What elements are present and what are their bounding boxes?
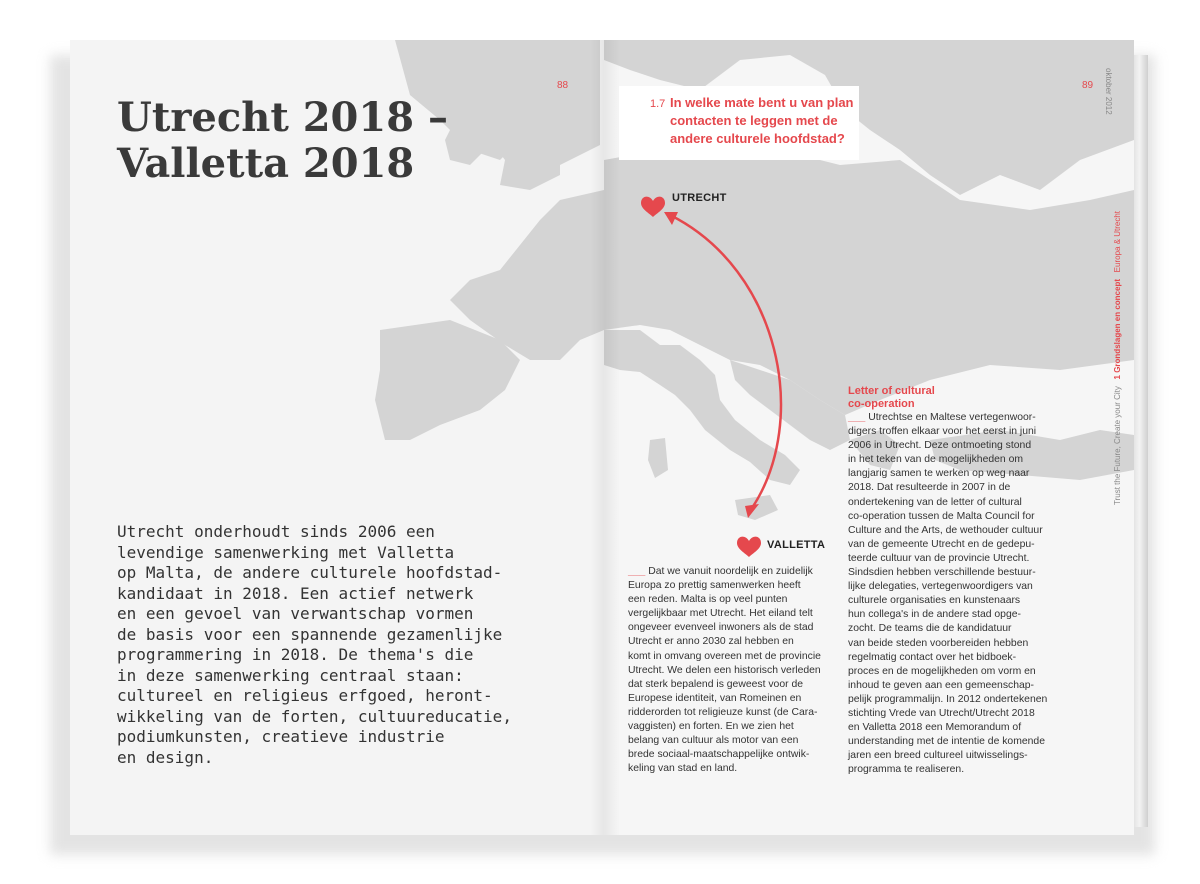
intro-line: en design. <box>117 747 214 767</box>
body-line: van beide steden voorbereiden hebben <box>848 637 1029 649</box>
body-line: van de gemeente Utrecht en de gedepu- <box>848 538 1035 550</box>
paragraph-dash: ___ <box>848 412 866 423</box>
spine-date: oktober 2012 <box>1104 68 1113 115</box>
heart-icon-valletta <box>737 537 761 557</box>
spine-footer <box>1113 211 1122 505</box>
body-line: langjarig samen te werken op weg naar <box>848 468 1030 480</box>
body-line: lijke delegaties, vertegenwoordigers van <box>848 581 1033 593</box>
title-line-1: Utrecht 2018 – <box>117 94 448 141</box>
body-line: belang van cultuur als motor van een <box>628 735 799 747</box>
page-number-right: 89 <box>1082 80 1094 91</box>
body-line: ondertekening van de letter of cultural <box>848 496 1022 508</box>
intro-line: de basis voor een spannende gezamenlijke <box>117 624 503 644</box>
body-column-right <box>848 411 1047 777</box>
spine-footer-section: 1 Grondslagen en concept <box>1113 279 1122 380</box>
intro-line: kandidaat in 2018. Een actief netwerk <box>117 583 474 603</box>
body-line: proces en de mogelijkheden om vorm en <box>848 665 1036 677</box>
body-line: understanding met de intentie de komende <box>848 736 1045 748</box>
body-line: in het teken van de mogelijkheden om <box>848 454 1024 466</box>
body-line: Utrecht er anno 2030 zal hebben en <box>628 636 794 648</box>
intro-paragraph <box>117 522 512 768</box>
body-line: jaren een breed cultureel uitwisselings- <box>848 750 1028 762</box>
body-line: hun collega's in de andere stad opge- <box>848 609 1021 621</box>
body-line: vergelijkbaar met Utrecht. Het eiland telt <box>628 608 813 620</box>
body-line-text: Dat we vanuit noordelijk en zuidelijk <box>648 566 813 577</box>
body-line: Utrecht. We delen een historisch verleden <box>628 664 821 676</box>
body-line: keling van stad en land. <box>628 763 738 775</box>
question-line: andere culturele hoofdstad? <box>670 131 845 146</box>
body-line: komt in omvang overeen met de provincie <box>628 650 821 662</box>
intro-line: Utrecht onderhoudt sinds 2006 een <box>117 522 435 541</box>
body-line: Culture and the Arts, de wethouder cultuur <box>848 524 1043 536</box>
intro-line: op Malta, de andere culturele hoofdstad- <box>117 563 503 582</box>
body-line: programma te realiseren. <box>848 764 965 776</box>
intro-line: programmering in 2018. De thema's die <box>117 645 474 664</box>
question-line: contacten te leggen met de <box>670 113 838 128</box>
body-line: brede sociaal-maatschappelijke ontwik- <box>628 749 810 761</box>
body-line: een reden. Malta is op veel punten <box>628 594 788 606</box>
body-line <box>628 565 821 579</box>
body-line: stichting Vrede van Utrecht/Utrecht 2018 <box>848 707 1035 719</box>
intro-line: cultureel en religieus erfgoed, heront- <box>117 686 493 705</box>
page-number-left: 88 <box>557 80 569 91</box>
body-line: digers troffen elkaar voor het eerst in juni <box>848 426 1037 438</box>
paragraph-dash: ___ <box>628 566 646 577</box>
letter-heading-line: Letter of cultural <box>848 385 935 397</box>
page-title <box>117 95 448 187</box>
body-line: pelijk programmalijn. In 2012 ondertekenen <box>848 693 1048 705</box>
body-line <box>848 411 1047 425</box>
gutter-shadow <box>590 40 620 835</box>
question-number: 1.7 <box>650 98 666 110</box>
intro-line: en een gevoel van verwantschap vormen <box>117 604 474 623</box>
spine-footer-left: Trust the Future, Create your City <box>1113 386 1122 505</box>
intro-line: levendige samenwerking met Valletta <box>117 542 455 562</box>
body-line: regelmatig contact over het bidboek- <box>848 651 1017 663</box>
intro-line: wikkeling van de forten, cultuureducatie, <box>117 706 512 726</box>
body-line: Europa zo prettig samenwerken heeft <box>628 580 801 592</box>
letter-heading <box>848 385 935 411</box>
body-column-left <box>628 565 821 776</box>
body-line: inhoud te geven aan een gemeenschap- <box>848 679 1035 691</box>
body-line-text: Utrechtse en Maltese vertegenwoor- <box>868 412 1036 423</box>
map-label-valletta: VALLETTA <box>767 539 826 551</box>
intro-line: podiumkunsten, creatieve industrie <box>117 727 445 746</box>
body-line: vaggisten) en forten. En we zien het <box>628 721 794 733</box>
body-line: culturele organisaties en kunstenaars <box>848 595 1021 607</box>
map-label-utrecht: UTRECHT <box>672 192 727 204</box>
body-line: zocht. De teams die de kandidatuur <box>848 623 1012 635</box>
body-line: teerde cultuur van de provincie Utrecht. <box>848 552 1030 564</box>
body-line: dat sterk bepalend is geweest voor de <box>628 678 804 690</box>
body-line: Sindsdien hebben verschillende bestuur- <box>848 567 1036 579</box>
body-line: 2006 in Utrecht. Deze ontmoeting stond <box>848 440 1032 452</box>
body-line: Europese identiteit, van Romeinen en <box>628 692 802 704</box>
body-line: co-operation tussen de Malta Council for <box>848 510 1035 522</box>
question-line: In welke mate bent u van plan <box>670 95 854 110</box>
body-line: 2018. Dat resulteerde in 2007 in de <box>848 482 1011 494</box>
body-line: ridderorden tot religieuze kunst (de Cara- <box>628 706 818 718</box>
question-text <box>670 94 854 148</box>
intro-line: in deze samenwerking centraal staan: <box>117 665 464 685</box>
body-line: en Valletta 2018 een Memorandum of <box>848 722 1022 734</box>
letter-heading-line: co-operation <box>848 398 915 410</box>
spine-footer-sub: Europa & Utrecht <box>1113 210 1122 273</box>
body-line: ongeveer evenveel inwoners als de stad <box>628 622 814 634</box>
title-line-2: Valletta 2018 <box>117 140 415 187</box>
